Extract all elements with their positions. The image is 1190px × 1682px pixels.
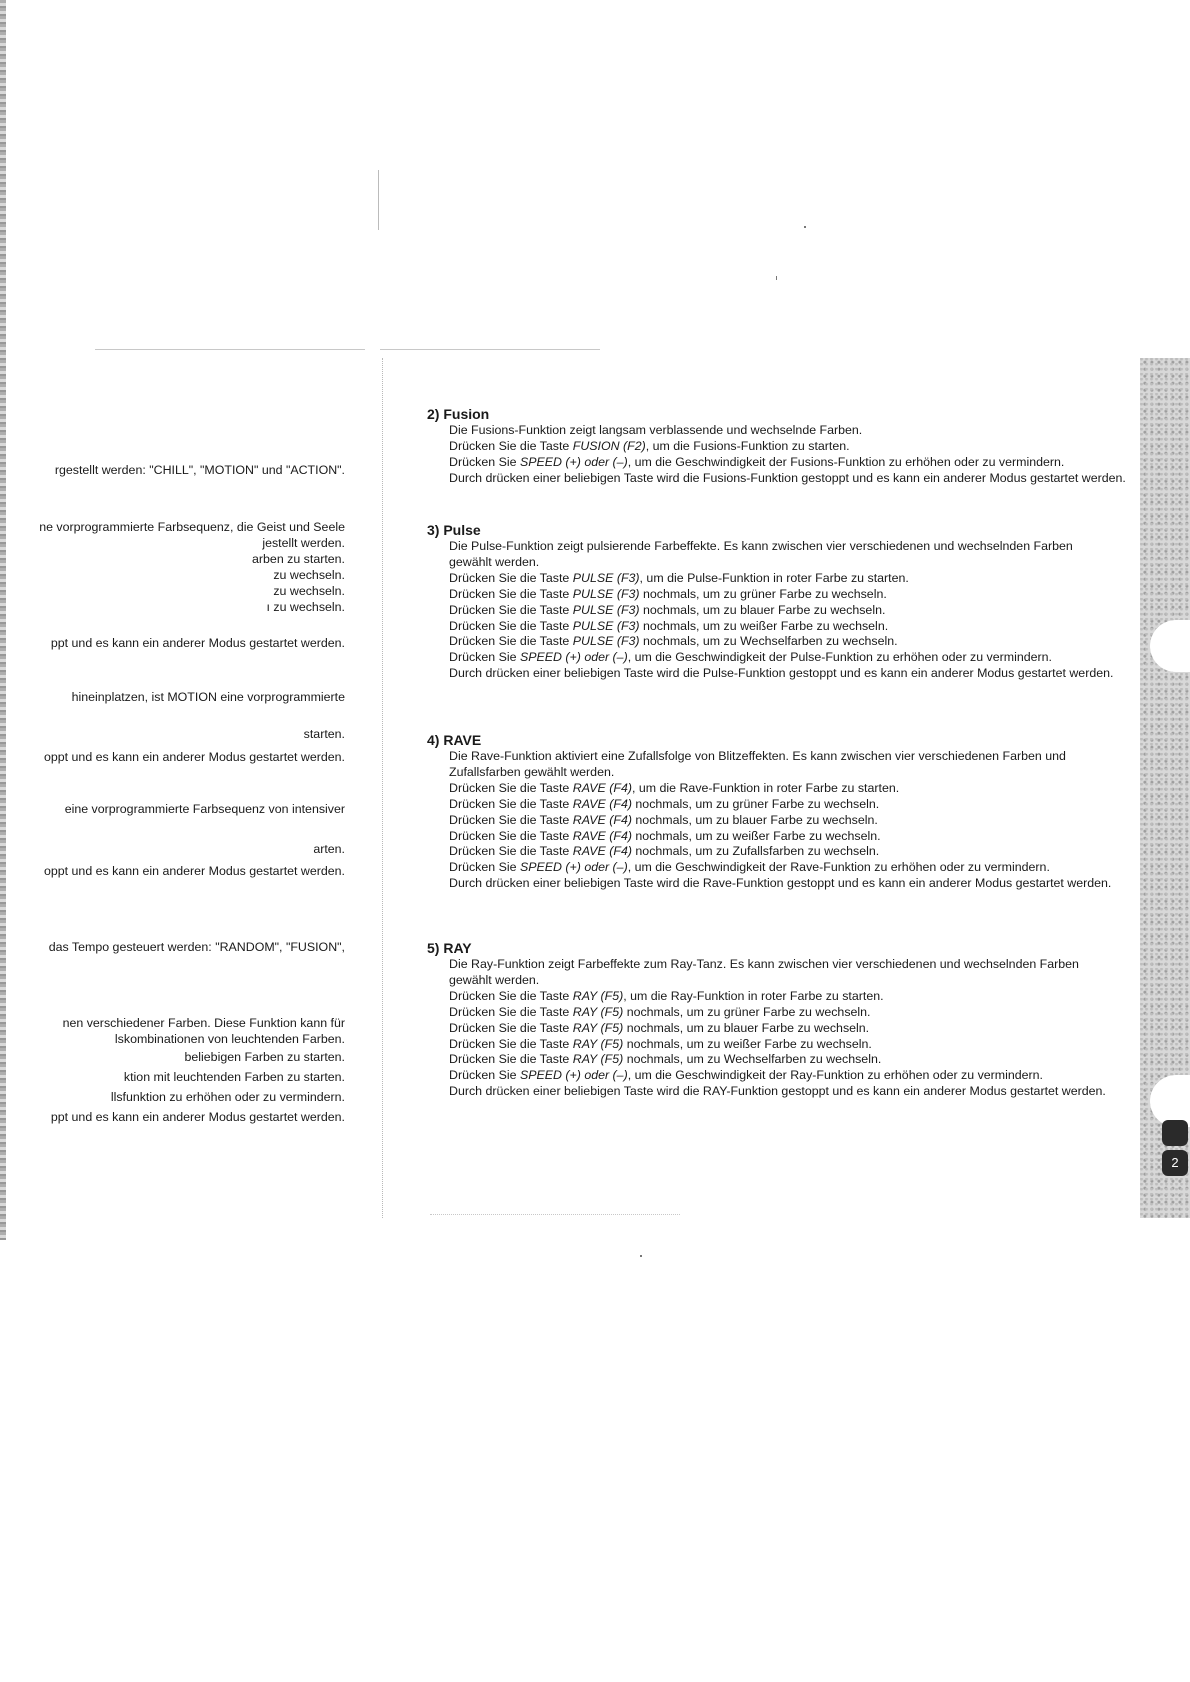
left-fragment: rgestellt werden: "CHILL", "MOTION" und "ACTION". <box>54 463 345 477</box>
section-line: Drücken Sie die Taste RAY (F5), um die Ray-Funktion in roter Farbe zu starten. <box>449 988 884 1003</box>
key-name: RAY (F5) <box>572 1036 624 1051</box>
left-fragment: starten. <box>303 727 345 741</box>
left-fragment: zu wechseln. <box>273 584 345 598</box>
section-line: Drücken Sie die Taste PULSE (F3) nochmals, um zu grüner Farbe zu wechseln. <box>449 586 887 601</box>
section-line: Durch drücken einer beliebigen Taste wird die Pulse-Funktion gestoppt und es kann ein anderer Modus gestartet werden. <box>449 666 1114 681</box>
section-line: Drücken Sie die Taste RAVE (F4) nochmals, um zu Zufallsfarben zu wechseln. <box>449 844 880 859</box>
section-line: Die Fusions-Funktion zeigt langsam verblassende und wechselnde Farben. <box>449 423 863 437</box>
key-name: SPEED (+) oder (–) <box>519 860 628 875</box>
section-heading: 3) Pulse <box>427 522 481 538</box>
left-fragment: lskombinationen von leuchtenden Farben. <box>114 1032 345 1046</box>
section-body <box>449 749 1117 892</box>
section-line: Drücken Sie die Taste RAY (F5) nochmals, um zu weißer Farbe zu wechseln. <box>449 1036 872 1051</box>
section-line: Durch drücken einer beliebigen Taste wird die Fusions-Funktion gestoppt und es kann ein anderer Modus gestartet werden. <box>449 470 1126 485</box>
key-name: SPEED (+) oder (–) <box>519 454 628 469</box>
key-name: RAVE (F4) <box>572 796 632 811</box>
scan-speck <box>776 276 777 280</box>
section-line: Drücken Sie SPEED (+) oder (–), um die Geschwindigkeit der Fusions-Funktion zu erhöhen oder zu vermindern. <box>449 454 1065 469</box>
key-name: FUSION (F2) <box>572 438 646 453</box>
section-body <box>449 957 1117 1100</box>
section-line: Durch drücken einer beliebigen Taste wird die Rave-Funktion gestoppt und es kann ein anderer Modus gestartet werden. <box>449 876 1112 891</box>
key-name: RAVE (F4) <box>572 828 632 843</box>
left-fragment: oppt und es kann ein anderer Modus gestartet werden. <box>43 750 345 764</box>
key-name: PULSE (F3) <box>572 602 640 617</box>
section-heading: 2) Fusion <box>427 406 490 422</box>
section-line: Die Pulse-Funktion zeigt pulsierende Farbeffekte. Es kann zwischen vier verschiedenen und wechselnden Farben gewählt werden. <box>449 539 1073 569</box>
left-fragment: arten. <box>313 842 345 856</box>
section-line: Drücken Sie die Taste RAVE (F4) nochmals, um zu blauer Farbe zu wechseln. <box>449 812 878 827</box>
section-line: Die Ray-Funktion zeigt Farbeffekte zum Ray-Tanz. Es kann zwischen vier verschiedenen und wechselnden Farben gewählt werden. <box>449 957 1079 987</box>
column-divider <box>382 358 383 1218</box>
page-number: 2 <box>1162 1150 1188 1176</box>
left-fragment: ppt und es kann ein anderer Modus gestartet werden. <box>50 636 345 650</box>
fold-line-right <box>380 349 600 350</box>
section-line: Drücken Sie die Taste RAVE (F4) nochmals, um zu grüner Farbe zu wechseln. <box>449 796 880 811</box>
page-tab-marker <box>1162 1120 1188 1146</box>
left-fragment: arben zu starten. <box>252 552 345 566</box>
key-name: RAVE (F4) <box>572 780 632 795</box>
section-line: Drücken Sie SPEED (+) oder (–), um die Geschwindigkeit der Ray-Funktion zu erhöhen oder zu vermindern. <box>449 1068 1043 1083</box>
key-name: RAY (F5) <box>572 1020 624 1035</box>
section-line: Drücken Sie die Taste RAVE (F4), um die Rave-Funktion in roter Farbe zu starten. <box>449 780 900 795</box>
key-name: RAVE (F4) <box>572 844 632 859</box>
section-line: Drücken Sie die Taste PULSE (F3), um die Pulse-Funktion in roter Farbe zu starten. <box>449 570 909 585</box>
key-name: PULSE (F3) <box>572 586 640 601</box>
scan-speck <box>804 226 806 228</box>
section-body <box>449 539 1117 682</box>
section-line: Drücken Sie die Taste RAY (F5) nochmals, um zu Wechselfarben zu wechseln. <box>449 1052 882 1067</box>
fold-line-bottom <box>430 1214 680 1216</box>
section-heading: 4) RAVE <box>427 732 482 748</box>
section-line: Drücken Sie die Taste PULSE (F3) nochmals, um zu blauer Farbe zu wechseln. <box>449 602 886 617</box>
key-name: PULSE (F3) <box>572 618 640 633</box>
section-line: Drücken Sie die Taste PULSE (F3) nochmals, um zu weißer Farbe zu wechseln. <box>449 618 889 633</box>
key-name: PULSE (F3) <box>572 634 640 649</box>
left-fragment: nen verschiedener Farben. Diese Funktion kann für <box>62 1016 345 1030</box>
section-line: Durch drücken einer beliebigen Taste wird die RAY-Funktion gestoppt und es kann ein anderer Modus gestartet werden. <box>449 1084 1106 1099</box>
left-fragment: llsfunktion zu erhöhen oder zu vermindern. <box>110 1090 345 1104</box>
key-name: SPEED (+) oder (–) <box>519 1068 628 1083</box>
section-body <box>449 423 1126 487</box>
left-fragment: ktion mit leuchtenden Farben zu starten. <box>123 1070 345 1084</box>
left-fragment: ne vorprogrammierte Farbsequenz, die Geist und Seele <box>39 520 345 534</box>
key-name: PULSE (F3) <box>572 570 640 585</box>
left-fragment: oppt und es kann ein anderer Modus gestartet werden. <box>43 864 345 878</box>
section-heading: 5) RAY <box>427 940 472 956</box>
section-line: Drücken Sie SPEED (+) oder (–), um die Geschwindigkeit der Pulse-Funktion zu erhöhen oder zu vermindern. <box>449 650 1052 665</box>
section-line: Drücken Sie die Taste FUSION (F2), um die Fusions-Funktion zu starten. <box>449 438 850 453</box>
left-fragment: eine vorprogrammierte Farbsequenz von intensiver <box>64 802 345 816</box>
scan-speck <box>640 1255 642 1257</box>
left-fragment: ı zu wechseln. <box>266 600 345 614</box>
section-line: Drücken Sie die Taste RAVE (F4) nochmals, um zu weißer Farbe zu wechseln. <box>449 828 881 843</box>
left-fragment: das Tempo gesteuert werden: "RANDOM", "FUSION", <box>48 940 345 954</box>
fold-line-left <box>95 349 365 350</box>
scan-speck <box>378 170 379 230</box>
key-name: RAY (F5) <box>572 1004 624 1019</box>
left-fragment: beliebigen Farben zu starten. <box>184 1050 345 1064</box>
section-line: Die Rave-Funktion aktiviert eine Zufallsfolge von Blitzeffekten. Es kann zwischen vier verschiedenen Farben und Zufallsfarben gewählt werden. <box>449 749 1066 779</box>
key-name: RAY (F5) <box>572 1052 624 1067</box>
section-line: Drücken Sie die Taste RAY (F5) nochmals, um zu blauer Farbe zu wechseln. <box>449 1020 870 1035</box>
key-name: RAY (F5) <box>572 988 624 1003</box>
section-line: Drücken Sie SPEED (+) oder (–), um die Geschwindigkeit der Rave-Funktion zu erhöhen oder zu vermindern. <box>449 860 1050 875</box>
left-fragment: zu wechseln. <box>273 568 345 582</box>
section-line: Drücken Sie die Taste PULSE (F3) nochmals, um zu Wechselfarben zu wechseln. <box>449 634 898 649</box>
left-fragment: ppt und es kann ein anderer Modus gestartet werden. <box>50 1110 345 1124</box>
left-fragment: jestellt werden. <box>262 536 345 550</box>
left-fragment: hineinplatzen, ist MOTION eine vorprogrammierte <box>71 690 345 704</box>
section-line: Drücken Sie die Taste RAY (F5) nochmals, um zu grüner Farbe zu wechseln. <box>449 1004 871 1019</box>
key-name: SPEED (+) oder (–) <box>519 650 628 665</box>
key-name: RAVE (F4) <box>572 812 632 827</box>
